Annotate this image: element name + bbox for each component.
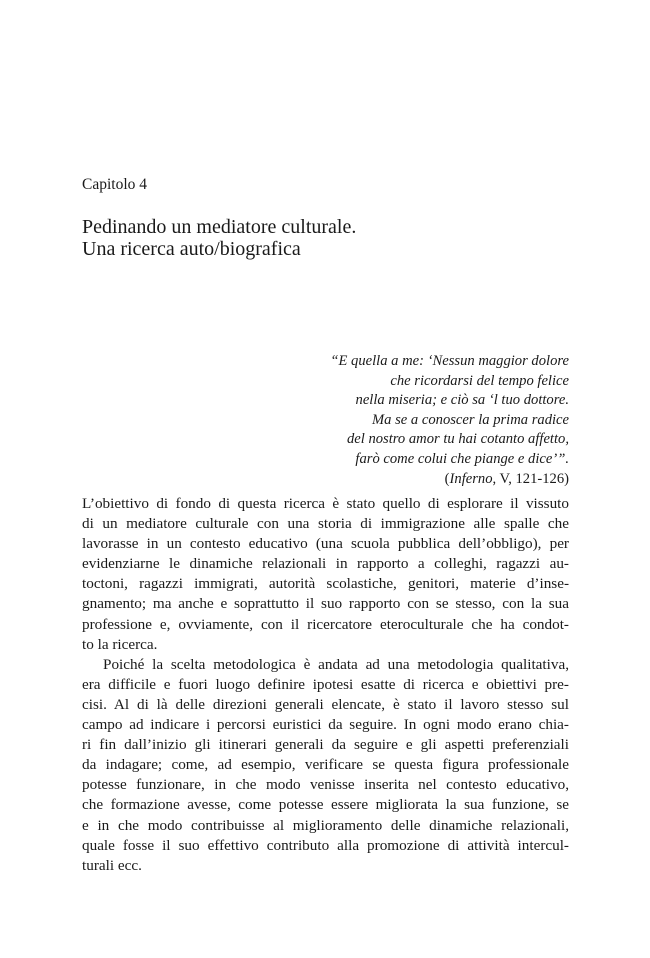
paragraph-line: evidenziarne le dinamiche relazionali in rapporto a colleghi, ragazzi au- xyxy=(82,555,569,573)
epigraph-line: Ma se a conoscer la prima radice xyxy=(372,411,569,428)
epigraph xyxy=(330,352,569,489)
paragraph-line: che formazione avesse, come potesse essere migliorata la sua funzione, se xyxy=(82,796,569,814)
epigraph-source-ref: , V, 121-126) xyxy=(492,470,569,487)
paragraph-line: gnamento; ma anche e soprattutto il suo rapporto con se stesso, con la sua xyxy=(82,595,569,613)
epigraph-line: del nostro amor tu hai cotanto affetto, xyxy=(346,431,569,448)
epigraph-source-open: ( xyxy=(444,470,450,487)
chapter-title xyxy=(82,216,356,260)
paragraph-line: di un mediatore culturale con una storia di immigrazione alle spalle che xyxy=(82,515,569,533)
epigraph-line: che ricordarsi del tempo felice xyxy=(390,372,569,389)
paragraph-line: era difficile e fuori luogo definire ipotesi esatte di ricerca e obiettivi pre- xyxy=(82,675,569,693)
epigraph-source xyxy=(330,470,569,490)
paragraph-line: Poiché la scelta metodologica è andata ad una metodologia qualitativa, xyxy=(103,655,569,673)
paragraph-line: lavorasse in un contesto educativo (una scuola pubblica dell’obbligo), per xyxy=(82,535,569,553)
paragraph-line: ri fin dall’inizio gli itinerari generali da seguire e gli aspetti preferenziali xyxy=(82,736,569,754)
epigraph-line: nella miseria; e ciò sa ‘l tuo dottore. xyxy=(355,392,569,409)
paragraph-line: quale fosse il suo effettivo contributo alla promozione di attività intercul- xyxy=(82,836,569,854)
paragraph xyxy=(82,494,569,655)
epigraph-line: farò come colui che piange e dice’”. xyxy=(355,450,569,467)
body-text xyxy=(82,494,569,876)
epigraph-source-work: Inferno xyxy=(449,470,493,487)
chapter-title-line: Pedinando un mediatore culturale. xyxy=(82,216,357,238)
chapter-title-line: Una ricerca auto/biografica xyxy=(82,238,301,260)
paragraph-line: toctoni, ragazzi immigrati, autorità scolastiche, genitori, materie d’inse- xyxy=(82,575,569,593)
paragraph-line: campo ad indicare i percorsi euristici da seguire. In ogni modo erano chia- xyxy=(82,716,569,734)
paragraph-line: professione e, ovviamente, con il ricercatore eteroculturale che ha condot- xyxy=(82,615,569,633)
paragraph-line: turali ecc. xyxy=(82,856,142,874)
paragraph-line: cisi. Al di là delle direzioni generali elencate, è stato il lavoro stesso sul xyxy=(82,695,569,713)
chapter-label: Capitolo 4 xyxy=(82,176,148,193)
paragraph-line: potesse funzionare, in che modo venisse inserita nel contesto educativo, xyxy=(82,776,569,794)
paragraph-line: L’obiettivo di fondo di questa ricerca è stato quello di esplorare il vissuto xyxy=(82,495,569,512)
paragraph-line: da indagare; come, ad esempio, verificare se questa figura professionale xyxy=(82,756,569,774)
epigraph-line: “E quella a me: ‘Nessun maggior dolore xyxy=(330,353,569,369)
paragraph-line: to la ricerca. xyxy=(82,635,158,653)
paragraph-line: e in che modo contribuisse al miglioramento delle dinamiche relazionali, xyxy=(82,816,569,834)
paragraph xyxy=(82,655,569,876)
